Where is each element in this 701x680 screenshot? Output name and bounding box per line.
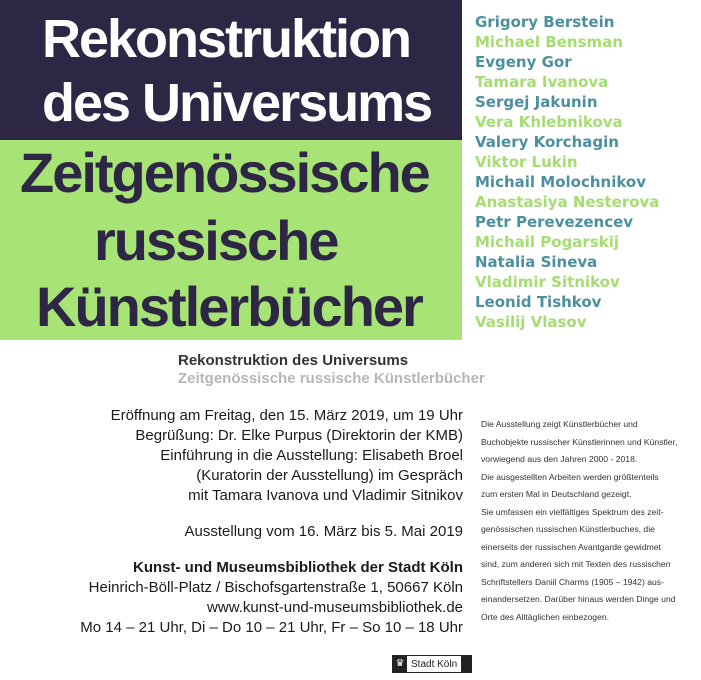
subtitle-main: Rekonstruktion des Universums bbox=[178, 352, 409, 369]
event-info bbox=[80, 406, 463, 638]
opening-hours: Mo 14 – 21 Uhr, Di – Do 10 – 21 Uhr, Fr – So 10 – 18 Uhr bbox=[80, 619, 463, 636]
title-line-1: Rekonstruktion bbox=[42, 9, 411, 69]
venue-website: www.kunst-und-museumsbibliothek.de bbox=[207, 599, 463, 616]
artist-name: Tamara Ivanova bbox=[475, 73, 609, 91]
artist-name: Michail Molochnikov bbox=[475, 173, 646, 191]
description-line: zum ersten Mal in Deutschland gezeigt. bbox=[481, 489, 632, 499]
title-line-2: des Universums bbox=[42, 73, 432, 133]
title-line-3: Zeitgenössische bbox=[20, 141, 429, 204]
artist-name: Natalia Sineva bbox=[475, 253, 598, 271]
description-line: genössischen russischen Künstlerbuches, die bbox=[481, 524, 655, 534]
artist-name: Anastasiya Nesterova bbox=[475, 193, 660, 211]
artist-name: Vera Khlebnikova bbox=[475, 113, 623, 131]
artist-name: Valery Korchagin bbox=[475, 133, 619, 151]
venue-name: Kunst- und Museumsbibliothek der Stadt Köln bbox=[133, 559, 463, 576]
title-line-4: russische bbox=[94, 209, 338, 272]
event-line: Eröffnung am Freitag, den 15. März 2019, um 19 Uhr bbox=[110, 407, 463, 424]
event-line: (Kuratorin der Ausstellung) im Gespräch bbox=[196, 467, 463, 484]
description-line: Die Ausstellung zeigt Künstlerbücher und bbox=[481, 419, 638, 429]
subtitle-sub: Zeitgenössische russische Künstlerbücher bbox=[178, 370, 485, 387]
description-line: einandersetzen. Darüber hinaus werden Dinge und bbox=[481, 594, 676, 604]
artist-name: Leonid Tishkov bbox=[475, 293, 602, 311]
artist-name: Petr Perevezencev bbox=[475, 213, 634, 231]
event-line: mit Tamara Ivanova und Vladimir Sitnikov bbox=[188, 487, 463, 504]
artist-name: Vasilij Vlasov bbox=[475, 313, 587, 331]
description-line: Die ausgestellten Arbeiten werden größtenteils bbox=[481, 471, 659, 482]
artist-name: Michail Pogarskij bbox=[475, 233, 620, 251]
logo-text: Stadt Köln bbox=[411, 658, 458, 670]
coat-of-arms-icon: ♛ bbox=[393, 656, 407, 672]
artist-name: Vladimir Sitnikov bbox=[475, 273, 620, 291]
description-line: Sie umfassen ein vielfältiges Spektrum des zeit- bbox=[481, 506, 664, 517]
artist-name: Sergej Jakunin bbox=[475, 93, 598, 111]
logo-bars-icon bbox=[461, 656, 471, 672]
event-line: Begrüßung: Dr. Elke Purpus (Direktorin der KMB) bbox=[135, 427, 463, 444]
description-line: Orte des Alltäglichen einbezogen. bbox=[481, 611, 610, 622]
exhibition-dates: Ausstellung vom 16. März bis 5. Mai 2019 bbox=[184, 523, 463, 540]
venue-address: Heinrich-Böll-Platz / Bischofsgartenstraße 1, 50667 Köln bbox=[88, 579, 463, 596]
artist-name: Michael Bensman bbox=[475, 33, 623, 51]
artist-list bbox=[475, 12, 700, 332]
artist-name: Grigory Berstein bbox=[475, 13, 615, 31]
stadt-koeln-logo bbox=[392, 655, 472, 673]
description-line: sind, zum anderen sich mit Texten des russischen bbox=[481, 559, 671, 569]
description-line: vorwiegend aus den Jahren 2000 - 2018. bbox=[481, 454, 638, 464]
artist-name: Evgeny Gor bbox=[475, 53, 572, 71]
description-line: Buchobjekte russischer Künstlerinnen und Künstler, bbox=[481, 436, 678, 447]
event-line: Einführung in die Ausstellung: Elisabeth Broel bbox=[160, 447, 463, 464]
description-line: einerseits der russischen Avantgarde gewidmet bbox=[481, 541, 661, 552]
title-line-5: Künstlerbücher bbox=[36, 275, 422, 338]
artist-name: Viktor Lukin bbox=[475, 153, 578, 171]
description-text bbox=[481, 416, 693, 626]
description-line: Schriftstellers Daniil Charms (1905 – 1942) aus- bbox=[481, 576, 664, 587]
